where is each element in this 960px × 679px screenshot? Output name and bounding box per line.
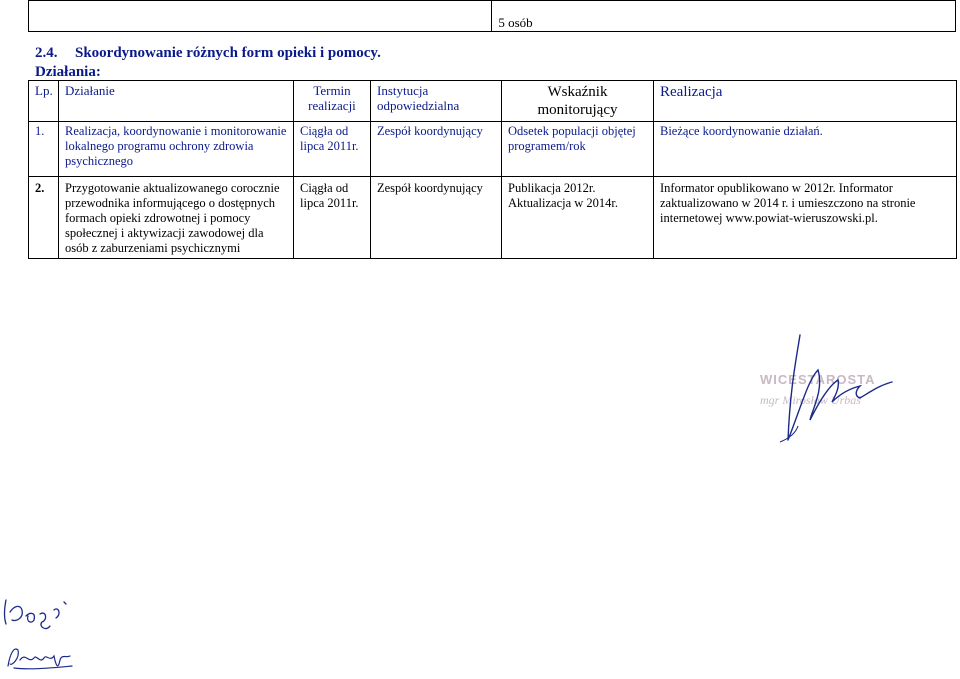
section-heading xyxy=(35,45,381,62)
header-action: Działanie xyxy=(59,81,294,122)
header-institution: Instytucja odpowiedzialna xyxy=(371,81,502,122)
row-term: Ciągła od lipca 2011r. xyxy=(294,177,371,259)
row-institution: Zespół koordynujący xyxy=(371,122,502,177)
row-realization: Bieżące koordynowanie działań. xyxy=(654,122,957,177)
header-lp: Lp. xyxy=(29,81,59,122)
section-subtitle: Działania: xyxy=(35,64,101,80)
initials-signature-1 xyxy=(0,592,80,632)
section-title: Skoordynowanie różnych form opieki i pomocy. xyxy=(75,45,381,61)
stamp-title: WICESTAROSTA xyxy=(760,372,876,387)
stamp-name: mgr Mirosław Urbaś xyxy=(760,393,861,407)
row-action: Przygotowanie aktualizowanego corocznie przewodnika informującego o dostępnych formach opieki zdrowotnej i pomocy społecznej i aktywizacji zawodowej dla osób z zaburzeniami psychicznymi xyxy=(59,177,294,259)
row-indicator: Odsetek populacji objętej programem/rok xyxy=(502,122,654,177)
actions-table xyxy=(28,80,957,259)
top-cell-empty-1 xyxy=(29,1,492,32)
table-header-row xyxy=(29,81,957,122)
header-indicator: Wskaźnik monitorujący xyxy=(502,81,654,122)
section-number: 2.4. xyxy=(35,45,58,61)
row-lp: 1. xyxy=(29,122,59,177)
table-row xyxy=(29,177,957,259)
initials-signature-2 xyxy=(0,640,80,676)
header-term: Termin realizacji xyxy=(294,81,371,122)
row-realization: Informator opublikowano w 2012r. Informator zaktualizowano w 2014 r. i umieszczono na stronie internetowej www.powiat-wieruszowski.pl. xyxy=(654,177,957,259)
top-carryover-table xyxy=(28,0,956,32)
row-lp: 2. xyxy=(29,177,59,259)
handwritten-signature xyxy=(760,330,900,450)
header-realization: Realizacja xyxy=(654,81,957,122)
row-term: Ciągła od lipca 2011r. xyxy=(294,122,371,177)
row-institution: Zespół koordynujący xyxy=(371,177,502,259)
table-row xyxy=(29,122,957,177)
row-action: Realizacja, koordynowanie i monitorowanie lokalnego programu ochrony zdrowia psychicznego xyxy=(59,122,294,177)
row-indicator: Publikacja 2012r. Aktualizacja w 2014r. xyxy=(502,177,654,259)
top-cell-count: 5 osób xyxy=(492,1,956,32)
